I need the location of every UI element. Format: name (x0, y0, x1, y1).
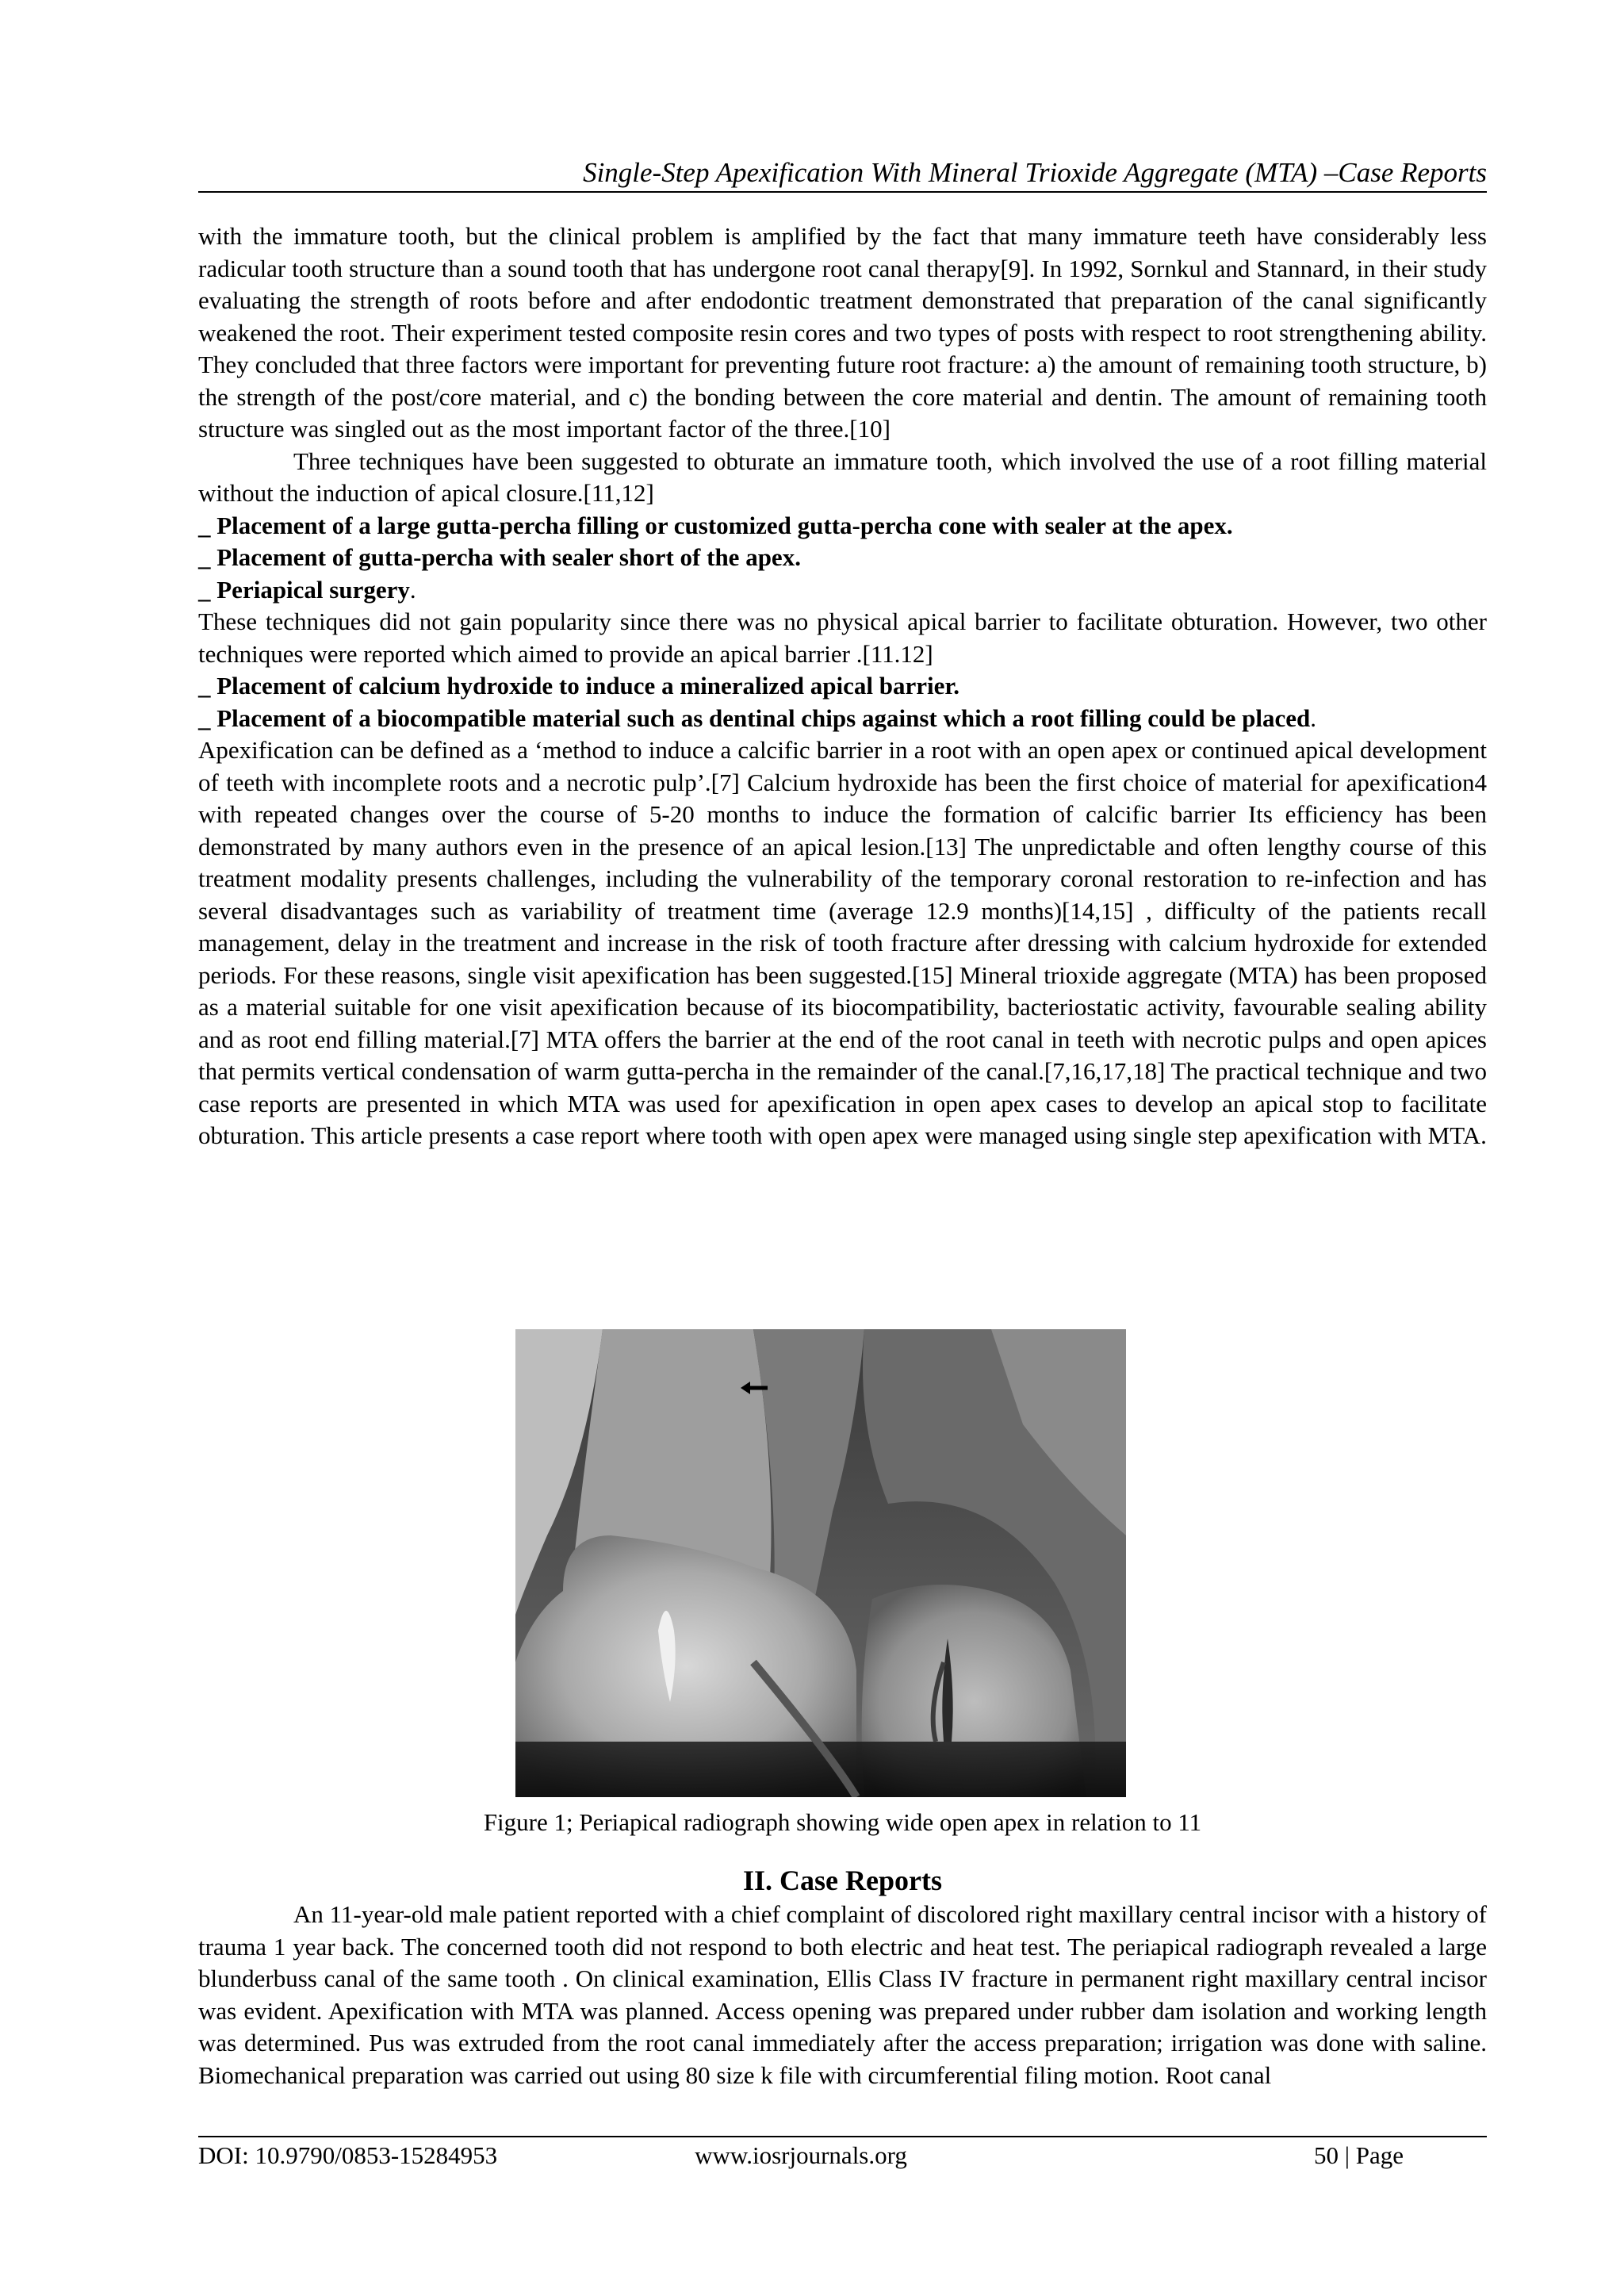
paragraph: with the immature tooth, but the clinical problem is amplified by the fact that many immature teeth have considerably less radicular tooth structure than a sound tooth that has undergone root canal therapy[9]. In 1992, Sornkul and Stannard, in their study evaluating the strength of roots before and after endodontic treatment demonstrated that preparation of the canal significantly weakened the root. Their experiment tested composite resin cores and two types of posts with respect to root strengthening ability. They concluded that three factors were important for preventing future root fracture: a) the amount of remaining tooth structure, b) the strength of the post/core material, and c) the bonding between the core material and dentin. The amount of remaining tooth structure was singled out as the most important factor of the three.[10] (198, 222, 1487, 443)
footer-rule (198, 2136, 1487, 2137)
journal-website: www.iosrjournals.org (695, 2141, 907, 2169)
doi: DOI: 10.9790/0853-15284953 (198, 2141, 498, 2169)
list-item: _ Placement of a large gutta-percha filling or customized gutta-percha cone with sealer at the apex. (198, 511, 1233, 539)
list-item-suffix: . (409, 575, 416, 604)
list-item: _ Placement of gutta-percha with sealer short of the apex. (198, 543, 801, 571)
paragraph: Apexification can be defined as a ‘method to induce a calcific barrier in a root with an open apex or continued apical development of teeth with incomplete roots and a necrotic pulp’.[7] Calcium hydroxide has been the first choice of material for apexification4 with repeated changes over the course of 5-20 months to induce the formation of calcific barrier Its efficiency has been demonstrated by many authors even in the presence of an apical lesion.[13] The unpredictable and often lengthy course of this treatment modality presents challenges, including the vulnerability of the temporary coronal restoration to re-infection and has several disadvantages such as variability of treatment time (average 12.9 months)[14,15] , difficulty of the patients recall management, delay in the treatment and increase in the risk of tooth fracture after dressing with calcium hydroxide for extended periods. For these reasons, single visit apexification has been suggested.[15] Mineral trioxide aggregate (MTA) has been proposed as a material suitable for one visit apexification because of its biocompatibility, bacteriostatic activity, favourable sealing ability and as root end filling material.[7] MTA offers the barrier at the end of the root canal in teeth with necrotic pulps and open apices that permits vertical condensation of warm gutta-percha in the remainder of the canal.[7,16,17,18] The practical technique and two case reports are presented in which MTA was used for apexification in open apex cases to develop an apical stop to facilitate obturation. This article presents a case report where tooth with open apex were managed using single step apexification with MTA. (198, 736, 1487, 1149)
article-body (198, 220, 1487, 1152)
header-rule (198, 191, 1487, 193)
section-heading: II. Case Reports (743, 1865, 942, 1896)
running-title: Single-Step Apexification With Mineral Trioxide Aggregate (MTA) –Case Reports (583, 157, 1487, 188)
paragraph: These techniques did not gain popularity since there was no physical apical barrier to facilitate obturation. However, two other techniques were reported which aimed to provide an apical barrier .[11.12] (198, 608, 1487, 668)
list-item (198, 574, 1487, 607)
list-item-text: _ Periapical surgery (198, 575, 410, 604)
figure-caption: Figure 1; Periapical radiograph showing wide open apex in relation to 11 (483, 1808, 1202, 1836)
list-item: _ Placement of calcium hydroxide to induce a mineralized apical barrier. (198, 672, 960, 700)
paragraph: An 11-year-old male patient reported with a chief complaint of discolored right maxillary central incisor with a history of trauma 1 year back. The concerned tooth did not respond to both electric and heat test. The periapical radiograph revealed a large blunderbuss canal of the same tooth . On clinical examination, Ellis Class IV fracture in permanent right maxillary central incisor was evident. Apexification with MTA was planned. Access opening was prepared under rubber dam isolation and working length was determined. Pus was extruded from the root canal immediately after the access preparation; irrigation was done with saline. Biomechanical preparation was carried out using 80 size k file with circumferential filing motion. Root canal (198, 1900, 1487, 2089)
page-number: 50 | Page (1314, 2141, 1404, 2169)
periapical-radiograph (515, 1329, 1126, 1797)
paragraph: Three techniques have been suggested to obturate an immature tooth, which involved the use of a root filling material without the induction of apical closure.[11,12] (198, 447, 1487, 507)
list-item-suffix: . (1310, 703, 1316, 732)
list-item (198, 703, 1487, 735)
case-report-body (198, 1899, 1487, 2091)
list-item-text: _ Placement of a biocompatible material such as dentinal chips against which a root filling could be placed (198, 703, 1311, 732)
